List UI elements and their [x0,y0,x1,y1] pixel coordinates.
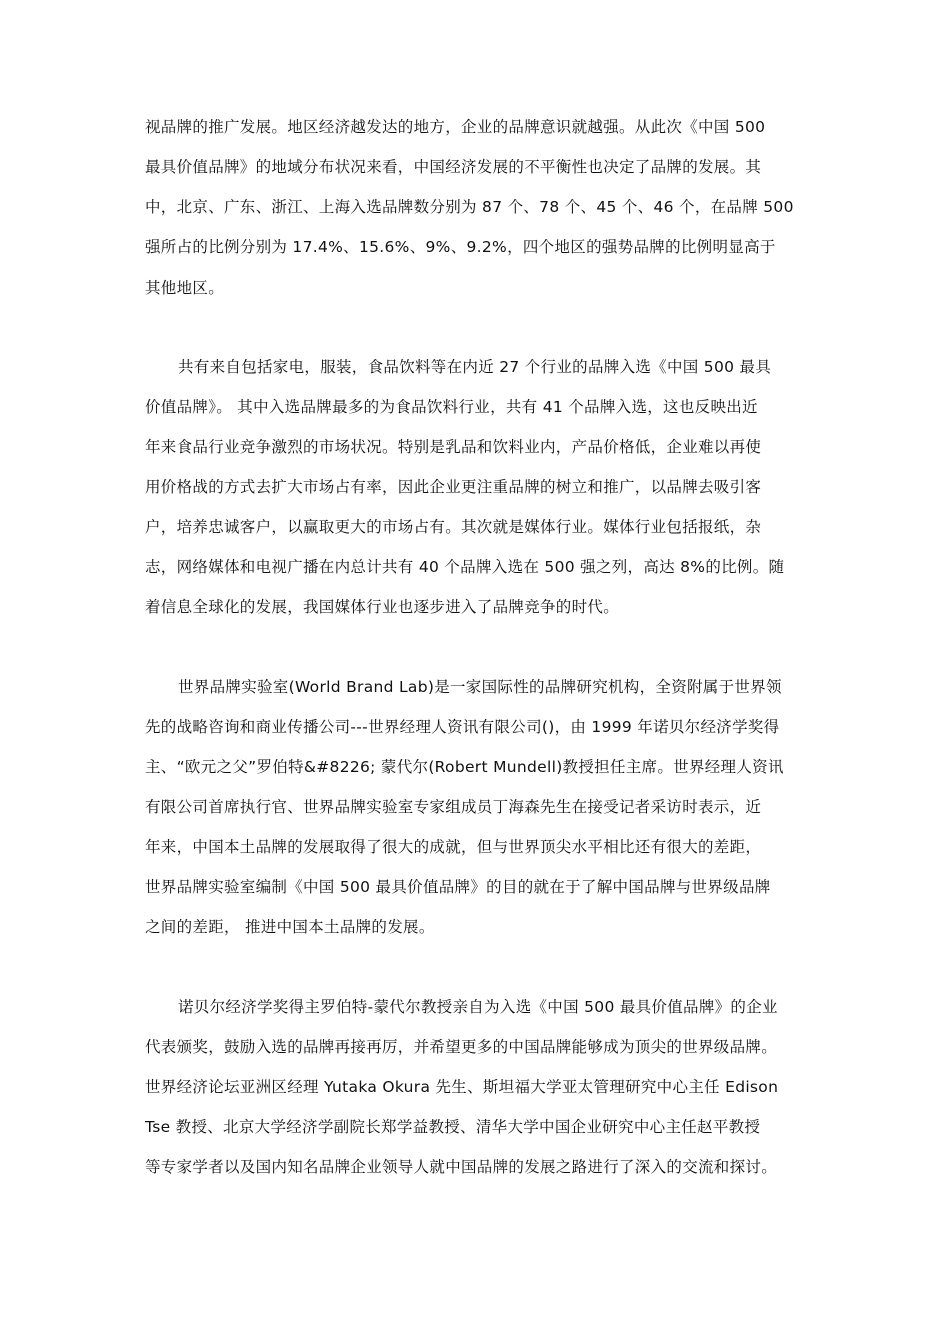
text-line: Tse 教授、北京大学经济学副院长郑学益教授、清华大学中国企业研究中心主任赵平教授 [145,1118,761,1136]
text-line: 用价格战的方式去扩大市场占有率，因此企业更注重品牌的树立和推广，以品牌去吸引客 [145,478,762,496]
text-line: 之间的差距， 推进中国本土品牌的发展。 [145,918,435,936]
text-line: 等专家学者以及国内知名品牌企业领导人就中国品牌的发展之路进行了深入的交流和探讨。 [145,1158,778,1176]
text-line: 志，网络媒体和电视广播在内总计共有 40 个品牌入选在 500 强之列，高达 8%的比例。随 [145,558,785,576]
text-line: 其他地区。 [145,279,225,297]
text-line: 着信息全球化的发展，我国媒体行业也逐步进入了品牌竞争的时代。 [145,598,620,616]
text-line: 视品牌的推广发展。地区经济越发达的地方，企业的品牌意识就越强。从此次《中国 500 [145,118,766,136]
text-line: 世界品牌实验室编制《中国 500 最具价值品牌》的目的就在于了解中国品牌与世界级品牌 [145,878,771,896]
text-line: 诺贝尔经济学奖得主罗伯特-蒙代尔教授亲自为入选《中国 500 最具价值品牌》的企业 [178,998,778,1016]
text-line: 年来，中国本土品牌的发展取得了很大的成就，但与世界顶尖水平相比还有很大的差距， [145,838,762,856]
text-line: 强所占的比例分别为 17.4%、15.6%、9%、9.2%，四个地区的强势品牌的比例明显高于 [145,238,776,256]
text-line: 有限公司首席执行官、世界品牌实验室专家组成员丁海森先生在接受记者采访时表示，近 [145,798,762,816]
text-line: 户，培养忠诚客户，以赢取更大的市场占有。其次就是媒体行业。媒体行业包括报纸，杂 [145,518,762,536]
text-line: 世界品牌实验室(World Brand Lab)是一家国际性的品牌研究机构，全资附属于世界领 [178,678,782,696]
text-line: 年来食品行业竞争激烈的市场状况。特别是乳品和饮料业内，产品价格低，企业难以再使 [145,438,762,456]
text-line: 中，北京、广东、浙江、上海入选品牌数分别为 87 个、78 个、45 个、46 个，在品牌 500 [145,198,794,216]
text-line: 主、“欧元之父”罗伯特&#8226; 蒙代尔(Robert Mundell)教授担任主席。世界经理人资讯 [145,758,784,776]
text-line: 价值品牌》。 其中入选品牌最多的为食品饮料行业，共有 41 个品牌入选，这也反映出近 [145,398,758,416]
text-line: 先的战略咨询和商业传播公司---世界经理人资讯有限公司()，由 1999 年诺贝尔经济学奖得 [145,718,780,736]
text-line: 代表颁奖，鼓励入选的品牌再接再厉，并希望更多的中国品牌能够成为顶尖的世界级品牌。 [145,1038,778,1056]
text-line: 世界经济论坛亚洲区经理 Yutaka Okura 先生、斯坦福大学亚太管理研究中心主任 Edison [145,1078,779,1096]
text-line: 共有来自包括家电，服装，食品饮料等在内近 27 个行业的品牌入选《中国 500 最具 [178,358,772,376]
text-line: 最具价值品牌》的地域分布状况来看，中国经济发展的不平衡性也决定了品牌的发展。其 [145,158,762,176]
